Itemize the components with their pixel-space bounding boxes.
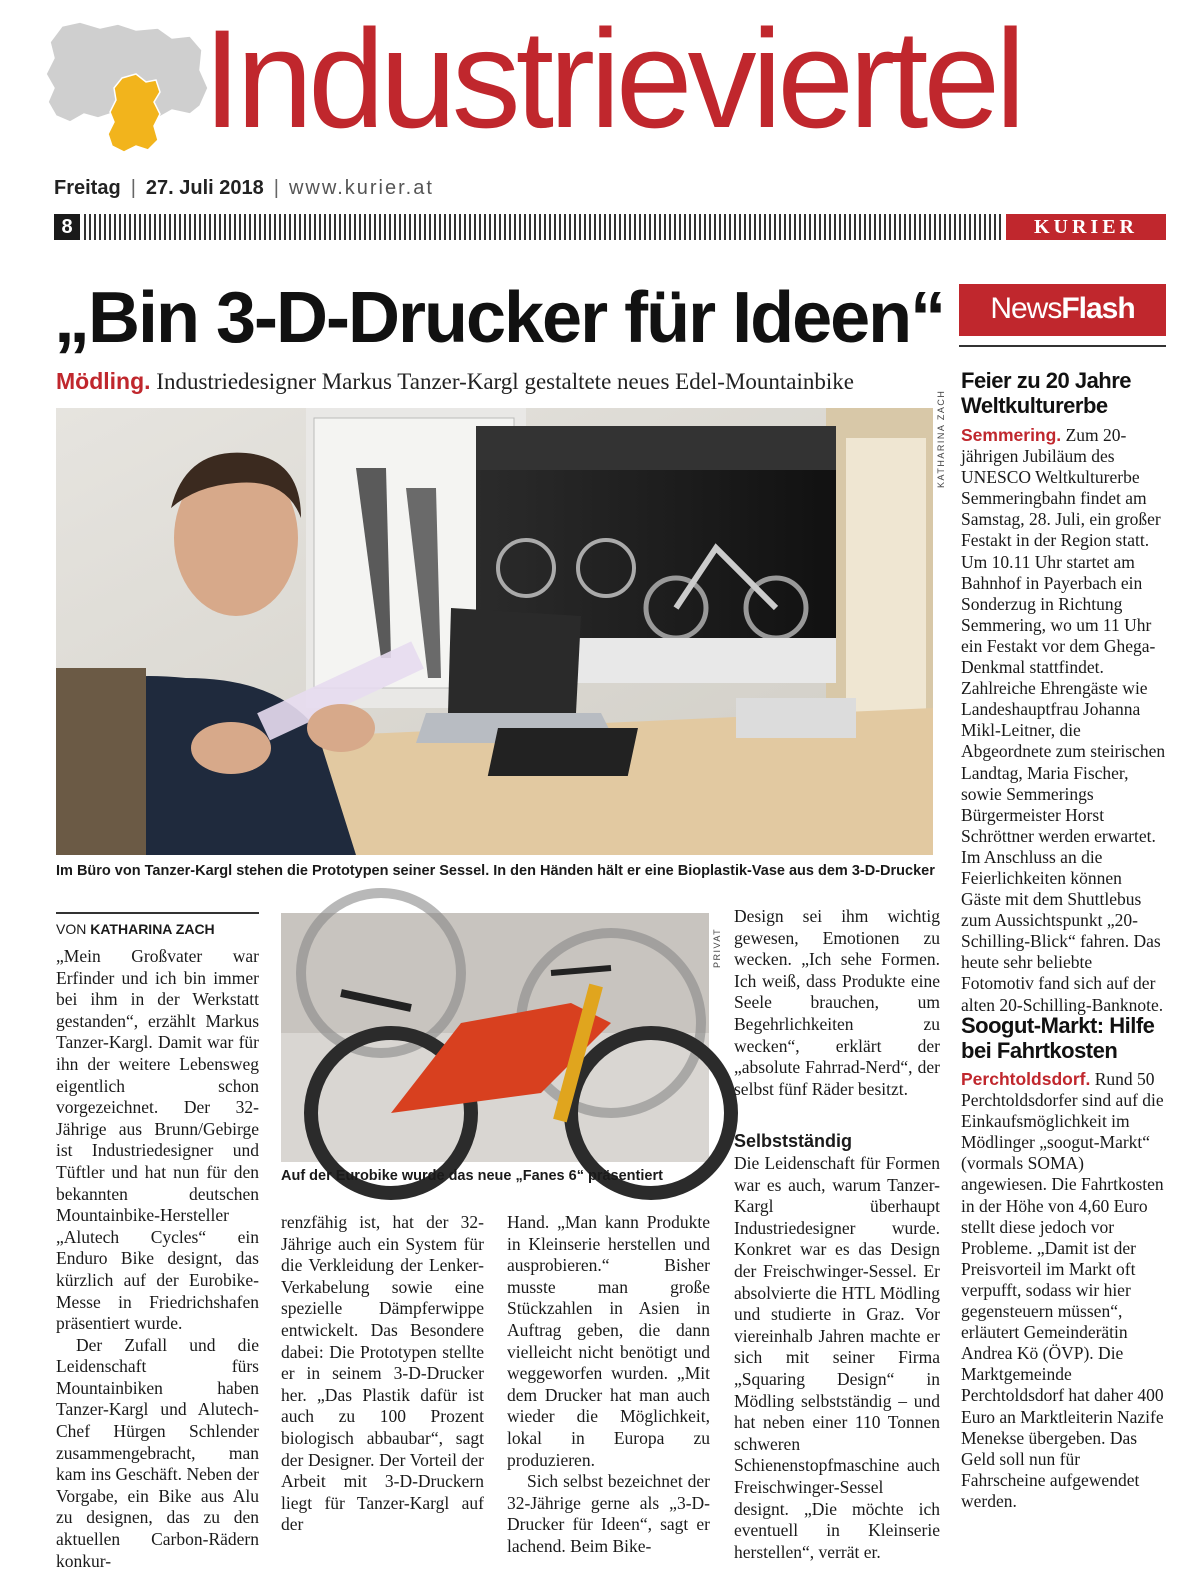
bike-photo bbox=[281, 913, 709, 1162]
news-item-headline: Soogut-Markt: Hilfe bei Fahrtkosten bbox=[961, 1013, 1155, 1063]
news-item-text: Zum 20-jährigen Jubiläum des UNESCO Weltkulturerbe Semmeringbahn findet am Samstag, 28. Juli, ein großer Festakt in der Region statt. Um 10.11 Uhr startet am Bahnhof in Payerbach ein Sonderzug in Richtung Semmering, wo um 11 Uhr ein Festakt vor dem Ghega-Denkmal stattfindet. Zahlreiche Ehrengäste wie Landeshauptfrau Johanna Mikl-Leitner, die Abgeordnete zum steirischen Landtag, Maria Fischer, sowie Semmerings Bürgermeister Horst Schröttner werden erwartet. Im Anschluss an die Feierlichkeiten können Gäste mit dem Shuttlebus zum Aussichtspunkt „20-Schilling-Blick“ fahren. Das heute sehr beliebte Fotomotiv fand sich auf der alten 20-Schilling-Banknote. bbox=[961, 425, 1166, 1015]
brand-logo: KURIER bbox=[1006, 214, 1166, 240]
paragraph: Der Zufall und die Leidenschaft fürs Mountainbiken haben Tanzer-Kargl und Alutech-Chef Hürgen Schlender zusammengebracht, man kam ins Geschäft. Neben der Vorgabe, ein Bike aus Alu zu designen, das zu den aktuellen Carbon-Rädern konkur- bbox=[56, 1334, 259, 1571]
bike-photo-credit: PRIVAT bbox=[712, 927, 722, 968]
article-column-3 bbox=[507, 1212, 710, 1558]
byline bbox=[56, 919, 215, 939]
photo-credit: KATHARINA ZACH bbox=[936, 389, 946, 488]
subhead-location: Mödling. bbox=[56, 368, 151, 394]
subhead-text: Industriedesigner Markus Tanzer-Kargl gestaltete neues Edel-Mountainbike bbox=[156, 369, 854, 394]
page-number: 8 bbox=[54, 214, 80, 240]
news-item-location: Semmering. bbox=[961, 425, 1062, 445]
news-item-body bbox=[961, 1069, 1166, 1512]
news-item-body bbox=[961, 425, 1166, 1016]
region-map-icon bbox=[40, 18, 210, 168]
weekday: Freitag bbox=[54, 177, 121, 199]
article-column-4-bottom bbox=[734, 1130, 940, 1563]
bike-photo-caption: Auf der Eurobike wurde das neue „Fanes 6“ präsentiert bbox=[281, 1168, 663, 1184]
main-photo bbox=[56, 408, 933, 855]
newsflash-label: NewsFlash bbox=[990, 292, 1135, 325]
news-item-text: Rund 50 Perchtoldsdorfer sind auf die Einkaufsmöglichkeit im Mödlinger „soogut-Markt“ (vormals SOMA) angewiesen. Die Fahrtkosten in der Höhe von 4,60 Euro stellt diese jedoch vor Probleme. „Damit ist der Preisvorteil im Markt oft verpufft, sodass wir hier gegensteuern müssen“, erläutert Gemeinderätin Andrea Kö (ÖVP). Die Marktgemeinde Perchtoldsdorf hat daher 400 Euro an Marktleiterin Nazife Menekse übergeben. Das Geld soll nun für Fahrscheine aufgewendet werden. bbox=[961, 1069, 1164, 1511]
date: 27. Juli 2018 bbox=[145, 177, 264, 199]
paragraph: renzfähig ist, hat der 32-Jährige auch ein System für die Verkleidung der Lenker-Verkabelung sowie eine spezielle Dämpferwippe entwickelt. Das Besondere dabei: Die Prototypen stellte er in seinem 3-D-Drucker her. „Das Plastik dafür ist auch zu 100 Prozent biologisch abbaubar“, sagt der Designer. Der Vorteil der Arbeit mit 3-D-Druckern liegt für Tanzer-Kargl auf der bbox=[281, 1212, 484, 1535]
section-subheading: Selbstständig bbox=[734, 1131, 853, 1151]
photo-caption: Im Büro von Tanzer-Kargl stehen die Prototypen seiner Sessel. In den Händen hält er eine Bioplastik-Vase aus dem 3-D-Drucker bbox=[56, 863, 935, 879]
header-rule bbox=[84, 214, 1002, 240]
article-column-2 bbox=[281, 1212, 484, 1536]
article-column-4-top bbox=[734, 906, 940, 1100]
news-item-headline: Feier zu 20 Jahre Weltkulturerbe bbox=[961, 368, 1132, 418]
paragraph: „Mein Großvater war Erfinder und ich bin immer bei ihm in der Werkstatt gestanden“, erzählt Markus Tanzer-Kargl. Damit war für ihn der weitere Lebensweg eigentlich schon vorgezeichnet. Der 32-Jährige aus Brunn/Gebirge ist Industriedesigner und Tüftler und hat nun für den bekannten deutschen Mountainbike-Hersteller „Alutech Cycles“ ein Enduro Bike designt, das kürzlich auf der Eurobike-Messe in Friedrichshafen präsentiert wurde. bbox=[56, 946, 259, 1334]
byline-rule bbox=[56, 912, 259, 914]
byline-prefix: VON bbox=[56, 921, 87, 937]
newsflash-rule bbox=[959, 345, 1166, 347]
paragraph: Die Leidenschaft für Formen war es auch, warum Tanzer-Kargl überhaupt Industriedesigner wurde. Konkret war es das Design der Freischwinger-Sessel. Er absolvierte die HTL Mödling und studierte in Graz. Vor viereinhalb Jahren machte er sich mit seiner Firma „Squaring Design“ in Mödling selbstständig – und hat neben einer 110 Tonnen schweren Schienenstopfmaschine auch Freischwinger-Sessel designt. „Die möchte ich eventuell in Kleinserie herstellen“, verrät er. bbox=[734, 1153, 940, 1562]
news-item-location: Perchtoldsdorf. bbox=[961, 1069, 1091, 1089]
paragraph: Sich selbst bezeichnet der 32-Jährige gerne als „3-D-Drucker für Ideen“, sagt er lachend. Beim Bike- bbox=[507, 1471, 710, 1556]
paragraph: Hand. „Man kann Produkte in Kleinserie herstellen und ausprobieren.“ Bisher musste man große Stückzahlen in Asien in Auftrag geben, die dann vielleicht nicht benötigt und weggeworfen wurden. „Mit dem Drucker hat man auch wieder die Möglichkeit, lokal in Europa zu produzieren. bbox=[507, 1212, 710, 1470]
byline-author: KATHARINA ZACH bbox=[90, 921, 215, 937]
article-subhead bbox=[56, 366, 854, 397]
paragraph: Design sei ihm wichtig gewesen, Emotionen zu wecken. „Ich sehe Formen. Ich weiß, dass Produkte eine Seele brauchen, um Begehrlichkeiten zu wecken“, erklärt der „absolute Fahrrad-Nerd“, der selbst fünf Räder besitzt. bbox=[734, 906, 940, 1099]
article-column-1 bbox=[56, 946, 259, 1572]
website-link[interactable]: www.kurier.at bbox=[288, 177, 434, 199]
region-title: Industrieviertel bbox=[203, 0, 1021, 157]
article-headline: „Bin 3-D-Drucker für Ideen“ bbox=[54, 278, 945, 358]
dateline: Freitag | 27. Juli 2018 | www.kurier.at bbox=[54, 177, 434, 199]
